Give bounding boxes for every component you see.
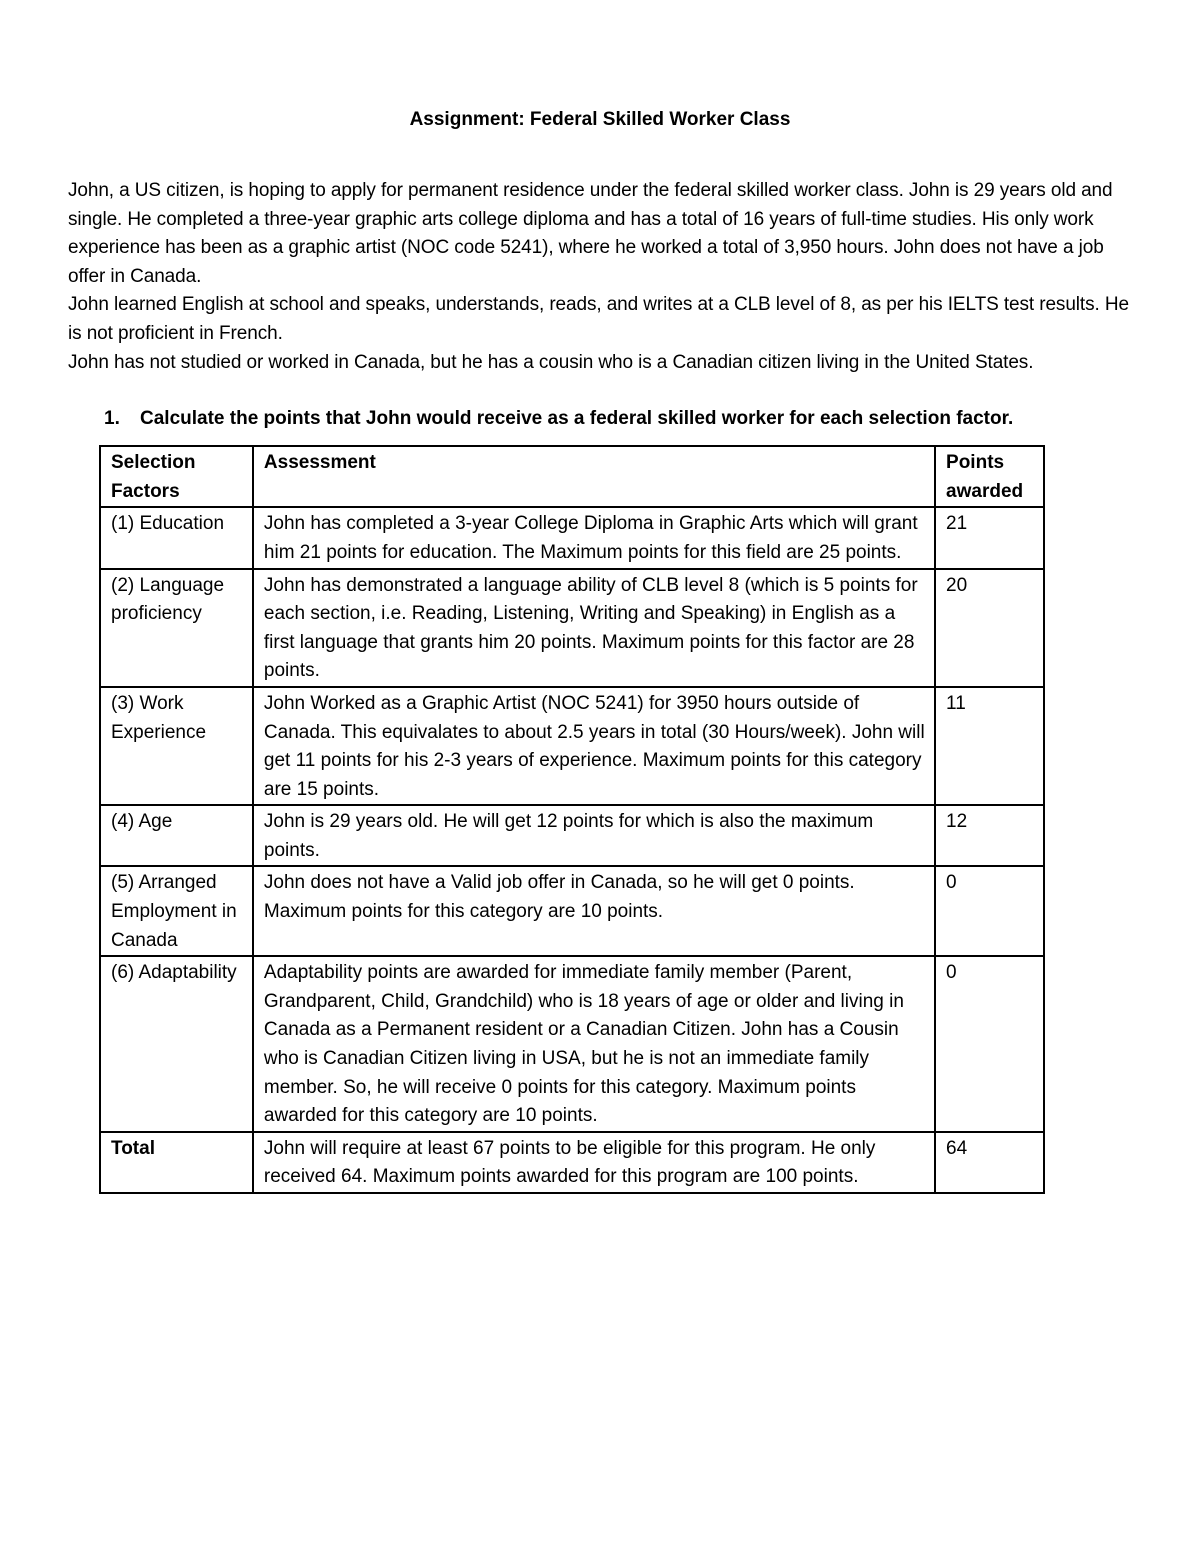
intro-paragraph-1: John, a US citizen, is hoping to apply for permanent residence under the federal skilled worker class. John is 29 years old and single. He completed a three-year graphic arts college diploma and has a total of 16 years of full-time studies. His only work experience has been as a graphic artist (NOC code 5241), where he worked a total of 3,950 hours. John does not have a job offer in Canada.: [68, 180, 1113, 287]
document-page: [68, 106, 1132, 1194]
table-total-row: [100, 1132, 1044, 1193]
question-number: 1.: [104, 408, 120, 430]
assessment-cell: John Worked as a Graphic Artist (NOC 5241) for 3950 hours outside of Canada. This equivalates to about 2.5 years in total (30 Hours/week). John will get 11 points for his 2-3 years of experience. Maximum points for this category are 15 points.: [253, 687, 935, 805]
header-assessment: Assessment: [253, 446, 935, 507]
header-selection-factors: Selection Factors: [100, 446, 253, 507]
points-cell: 21: [935, 507, 1044, 568]
points-cell: 0: [935, 956, 1044, 1132]
points-table: [99, 445, 1045, 1194]
factor-cell: (2) Language proficiency: [100, 569, 253, 687]
table-header-row: [100, 446, 1044, 507]
table-row: [100, 507, 1044, 568]
points-cell: 12: [935, 805, 1044, 866]
table-row: [100, 866, 1044, 956]
assessment-cell: Adaptability points are awarded for immediate family member (Parent, Grandparent, Child, Grandchild) who is 18 years of age or older and living in Canada as a Permanent resident or a Canadian Citizen. John has a Cousin who is Canadian Citizen living in USA, but he is not an immediate family member. So, he will receive 0 points for this category. Maximum points awarded for this category are 10 points.: [253, 956, 935, 1132]
document-title: Assignment: Federal Skilled Worker Class: [409, 109, 791, 130]
table-row: [100, 569, 1044, 687]
assessment-cell: John is 29 years old. He will get 12 points for which is also the maximum points.: [253, 805, 935, 866]
total-label: Total: [100, 1132, 253, 1193]
question-1: [104, 405, 1132, 433]
intro-paragraph-3: John has not studied or worked in Canada, but he has a cousin who is a Canadian citizen living in the United States.: [68, 351, 1034, 373]
total-assessment: John will require at least 67 points to be eligible for this program. He only received 64. Maximum points awarded for this program are 100 points.: [253, 1132, 935, 1193]
points-cell: 11: [935, 687, 1044, 805]
table-row: [100, 956, 1044, 1132]
factor-cell: (4) Age: [100, 805, 253, 866]
factor-cell: (5) Arranged Employment in Canada: [100, 866, 253, 956]
assessment-cell: John does not have a Valid job offer in Canada, so he will get 0 points. Maximum points for this category are 10 points.: [253, 866, 935, 956]
factor-cell: (6) Adaptability: [100, 956, 253, 1132]
assessment-cell: John has completed a 3-year College Diploma in Graphic Arts which will grant him 21 points for education. The Maximum points for this field are 25 points.: [253, 507, 935, 568]
table-row: [100, 687, 1044, 805]
assessment-cell: John has demonstrated a language ability of CLB level 8 (which is 5 points for each section, i.e. Reading, Listening, Writing and Speaking) in English as a first language that grants him 20 points. Maximum points for this factor are 28 points.: [253, 569, 935, 687]
table-row: [100, 805, 1044, 866]
factor-cell: (3) Work Experience: [100, 687, 253, 805]
points-cell: 0: [935, 866, 1044, 956]
intro-paragraph-2: John learned English at school and speaks, understands, reads, and writes at a CLB level of 8, as per his IELTS test results. He is not proficient in French.: [68, 294, 1129, 344]
header-points-awarded: Points awarded: [935, 446, 1044, 507]
question-text: Calculate the points that John would receive as a federal skilled worker for each selection factor.: [140, 408, 1014, 430]
total-points: 64: [935, 1132, 1044, 1193]
factor-cell: (1) Education: [100, 507, 253, 568]
points-cell: 20: [935, 569, 1044, 687]
